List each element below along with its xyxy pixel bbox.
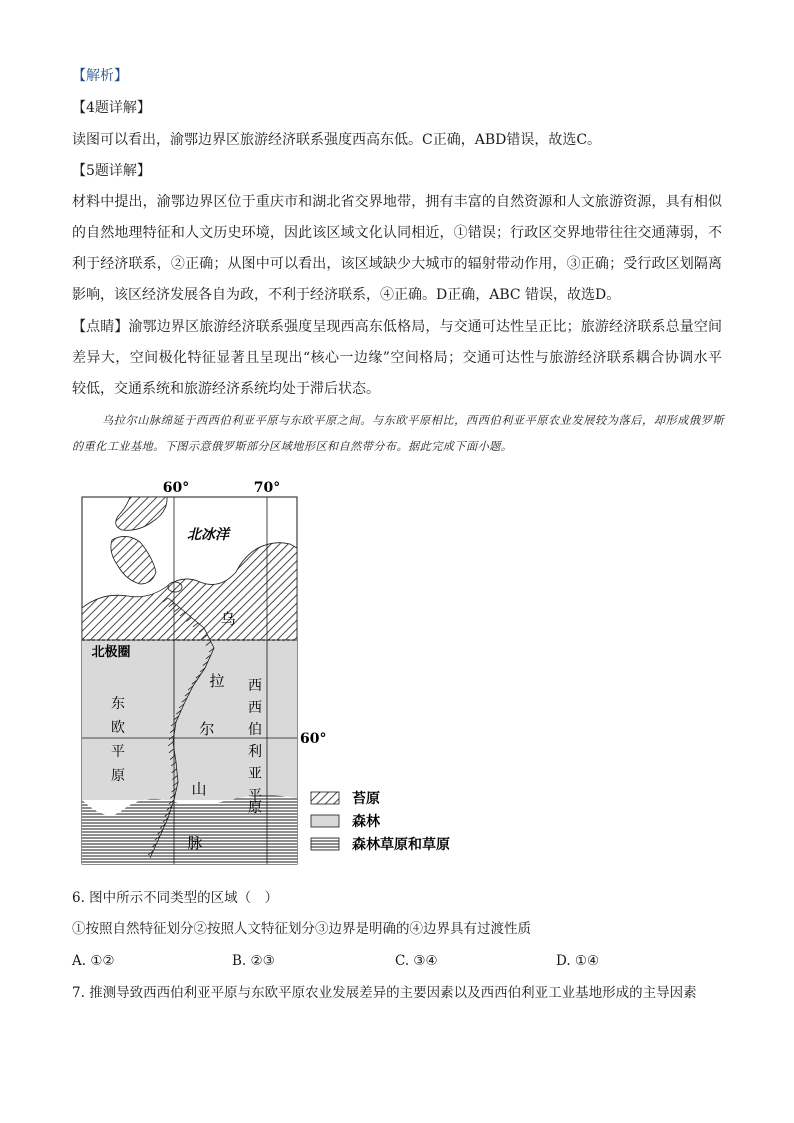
legend-swatch-steppe	[311, 838, 339, 850]
q5-detail-title: 【5题详解】	[72, 163, 151, 179]
arctic-circle-label: 北极圈	[91, 645, 131, 660]
comment-line: 较低，交通系统和旅游经济系统均处于滞后状态。	[72, 381, 380, 397]
q6-option-d[interactable]: D. ①④	[556, 953, 600, 969]
q6-stem: 6. 图中所示不同类型的区域（ ）	[72, 890, 279, 906]
plain-char: 原	[111, 768, 125, 784]
legend-label-tundra: 苔原	[352, 791, 380, 807]
plain-char: 西	[248, 700, 262, 716]
q6-option-c[interactable]: C. ③④	[395, 953, 438, 969]
q6-option-a[interactable]: A. ①②	[72, 953, 115, 969]
q5-detail-line: 材料中提出，渝鄂边界区位于重庆市和湖北省交界地带，拥有丰富的自然资源和人文旅游资源，具有相似	[72, 194, 722, 210]
legend-swatch-tundra	[311, 792, 339, 804]
plain-char: 东	[111, 696, 125, 712]
q7-stem: 7. 推测导致西西伯利亚平原与东欧平原农业发展差异的主要因素以及西西伯利亚工业基地形成的主导因素	[72, 985, 697, 1001]
plain-char: 亚	[248, 766, 262, 782]
q6-option-b[interactable]: B. ②③	[232, 953, 275, 969]
legend-swatch-forest	[311, 815, 339, 827]
ural-char: 尔	[199, 720, 215, 738]
plain-char: 利	[248, 744, 262, 760]
lon-60-label: 60°	[162, 480, 190, 496]
legend-label-steppe: 森林草原和草原	[352, 837, 450, 853]
plain-char: 原	[248, 800, 262, 816]
map-legend	[311, 790, 450, 853]
ural-char: 拉	[209, 672, 225, 690]
plain-char: 西	[248, 678, 262, 694]
comment-line: 差异大，空间极化特征显著且呈现出“核心一边缘”空间格局；交通可达性与旅游经济联系耦合协调水平	[72, 350, 722, 366]
ural-char: 山	[191, 780, 207, 798]
arctic-ocean-label: 北冰洋	[187, 527, 229, 543]
q4-detail-text: 读图可以看出，渝鄂边界区旅游经济联系强度西高东低。C正确，ABD错误，故选C。	[72, 132, 602, 148]
plain-char: 欧	[111, 720, 125, 736]
q5-detail-line: 影响，该区经济发展各自为政，不利于经济联系，④正确。D正确，ABC 错误，故选D。	[72, 287, 621, 303]
ural-char: 脉	[187, 834, 203, 852]
q4-detail-title: 【4题详解】	[72, 100, 151, 116]
plain-char: 平	[248, 788, 262, 804]
russia-natural-zone-map	[80, 478, 480, 868]
lat-60-label: 60°	[300, 731, 327, 747]
q5-detail-line: 的自然地理特征和人文历史环境，因此该区域文化认同相近，①错误；行政区交界地带往往交通薄弱，不	[72, 225, 722, 241]
reading-passage: 乌拉尔山脉绵延于西西伯利亚平原与东欧平原之间。与东欧平原相比，西西伯利亚平原农业发展较为落后，却形成俄罗斯的重化工业基地。下图示意俄罗斯部分区域地形区和自然带分布。据此完成下面小题。	[72, 414, 724, 453]
legend-label-forest: 森林	[352, 814, 380, 830]
q5-detail-line: 利于经济联系，②正确；从图中可以看出，该区域缺少大城市的辐射带动作用，③正确；受行政区划隔离	[72, 256, 722, 272]
plain-char: 伯	[248, 722, 262, 738]
plain-char: 平	[111, 744, 125, 760]
vaygach-island	[168, 582, 182, 592]
lon-70-label: 70°	[253, 480, 281, 496]
ural-char: 乌	[220, 610, 236, 628]
comment-line: 【点睛】渝鄂边界区旅游经济联系强度呈现西高东低格局，与交通可达性呈正比；旅游经济联系总量空间	[72, 319, 722, 335]
q6-statements: ①按照自然特征划分②按照人文特征划分③边界是明确的④边界具有过渡性质	[72, 921, 531, 937]
analysis-title: 【解析】	[72, 68, 128, 84]
